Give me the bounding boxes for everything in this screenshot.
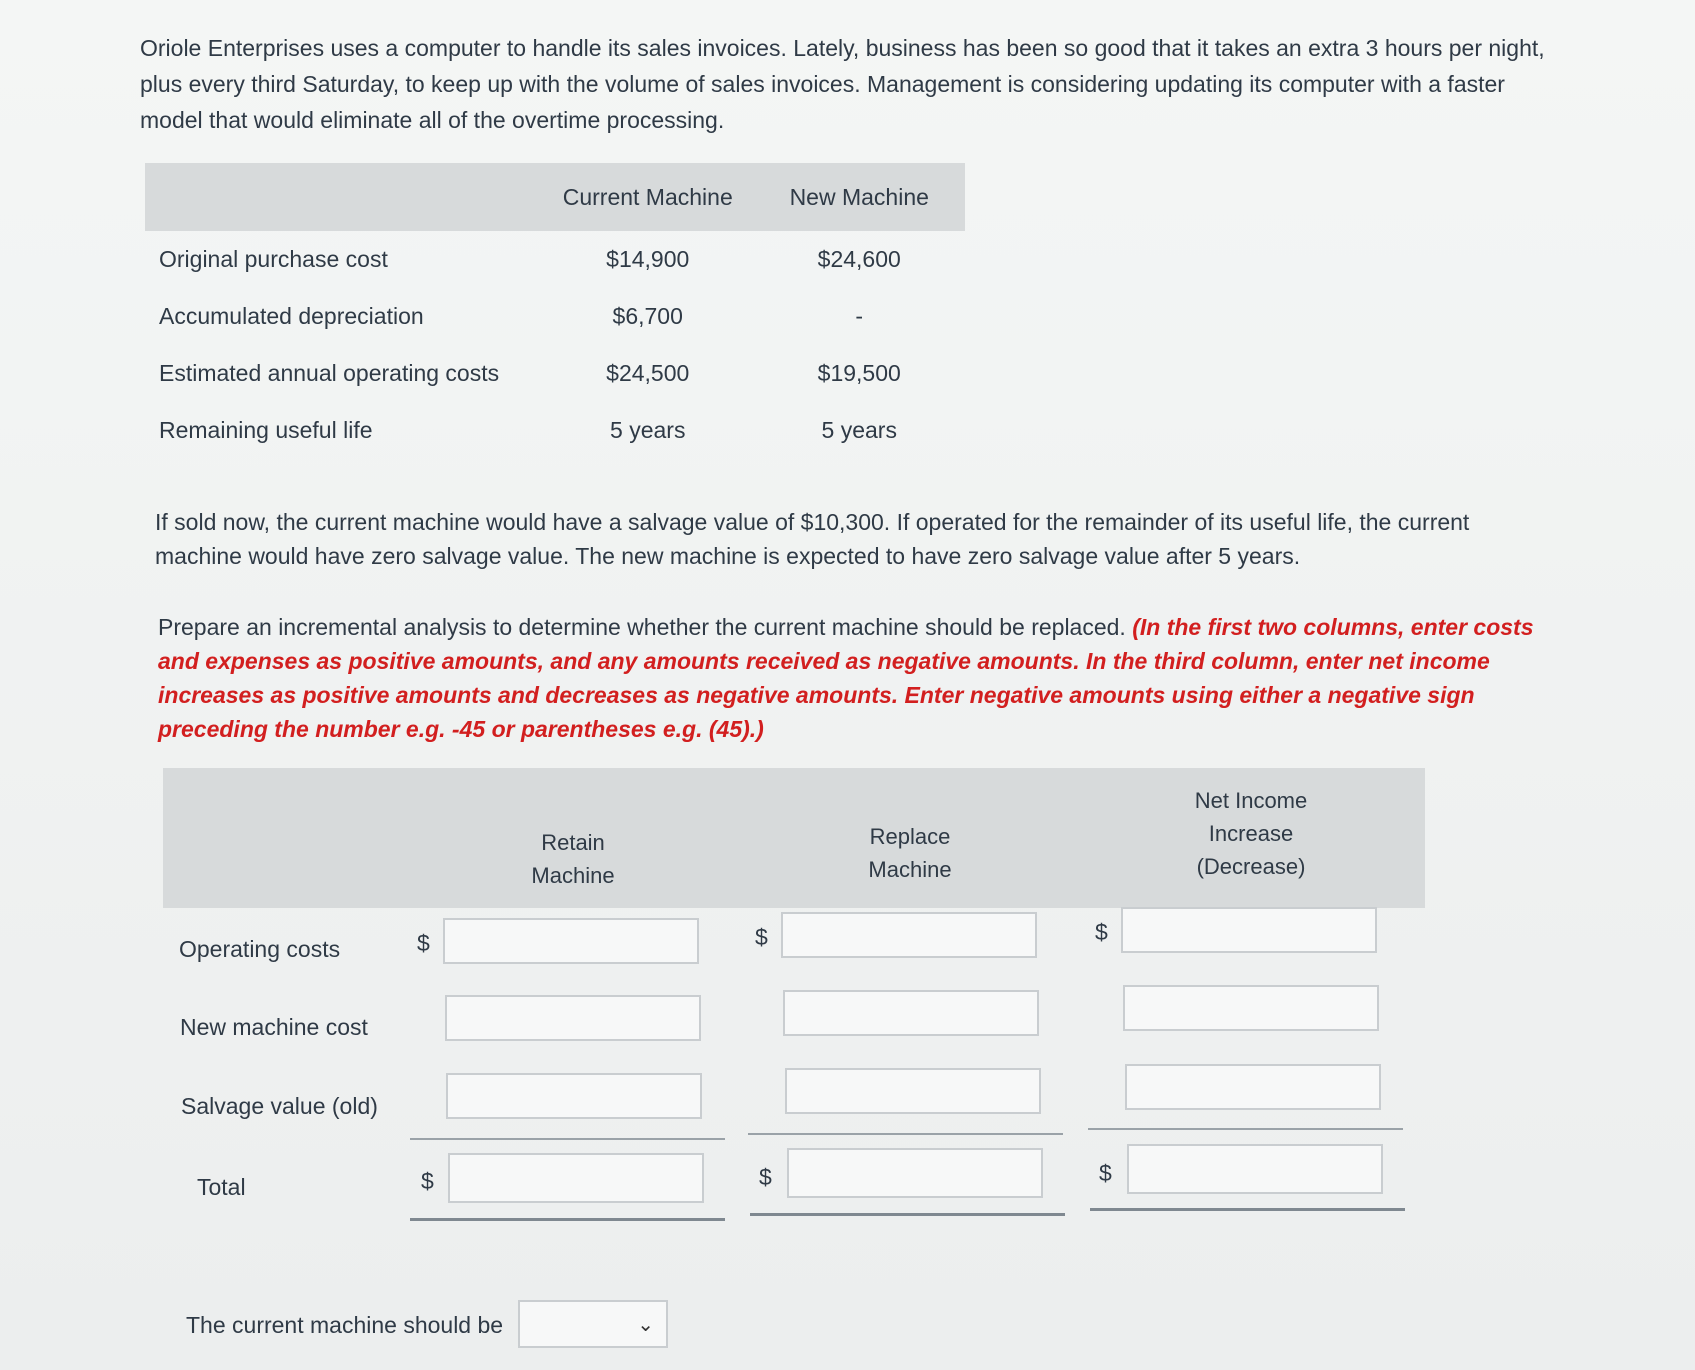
- col-header-replace: [830, 820, 990, 886]
- currency-symbol: $: [421, 1168, 434, 1194]
- salvage-text: If sold now, the current machine would have a salvage value of $10,300. If operated for the remainder of its useful life, the current machine would have zero salvage value. The new machine is expected to have zero salvage value after 5 years.: [155, 509, 1470, 569]
- info-current-value: $24,500: [606, 360, 690, 386]
- decision-dropdown[interactable]: [518, 1300, 668, 1348]
- total-retain-input[interactable]: [448, 1153, 704, 1203]
- currency-symbol: $: [1099, 1160, 1112, 1186]
- currency-symbol: $: [1095, 919, 1108, 945]
- subtotal-line: [410, 1138, 725, 1140]
- currency-symbol: $: [759, 1164, 772, 1190]
- operating-costs-retain-input[interactable]: [443, 918, 699, 964]
- col-header-net-line3: (Decrease): [1196, 854, 1306, 879]
- machine-info-table: [145, 163, 965, 459]
- col-header-retain-line1: Retain: [541, 830, 605, 855]
- salvage-value-retain-input[interactable]: [446, 1073, 702, 1119]
- col-header-retain: [493, 826, 653, 892]
- info-row: [145, 288, 965, 345]
- new-machine-cost-replace-input[interactable]: [783, 990, 1039, 1036]
- info-current-value: $6,700: [612, 303, 683, 329]
- problem-intro: Oriole Enterprises uses a computer to handle its sales invoices. Lately, business has been so good that it takes an extra 3 hours per night, plus every third Saturday, to keep up with the volume of sales invoices. Management is considering updating its computer with a faster model that would eliminate all of the overtime processing.: [140, 35, 1545, 133]
- info-label: Estimated annual operating costs: [159, 360, 500, 386]
- info-header-current: Current Machine: [542, 163, 754, 231]
- total-net-input[interactable]: [1127, 1144, 1383, 1194]
- info-new-value: -: [855, 303, 864, 329]
- info-header-new: New Machine: [753, 163, 965, 231]
- col-header-retain-line2: Machine: [531, 863, 615, 888]
- incremental-analysis-table: [163, 768, 1425, 1313]
- info-current-value: $14,900: [606, 246, 690, 272]
- total-line: [1090, 1208, 1405, 1211]
- currency-symbol: $: [417, 930, 430, 956]
- info-new-value: 5 years: [821, 417, 897, 443]
- info-row: [145, 402, 965, 459]
- col-header-replace-line1: Replace: [869, 824, 951, 849]
- info-label: Remaining useful life: [159, 417, 373, 443]
- instructions: [158, 610, 1548, 746]
- info-label: Accumulated depreciation: [159, 303, 424, 329]
- instruction-red: (In the first two columns, enter costs and expenses as positive amounts, and any amounts received as negative amounts. In the third column, enter net income increases as positive amounts and decreases as negative amounts. Enter negative amounts using either a negative sign preceding the number e.g. -45 or parentheses e.g. (45).): [158, 614, 1534, 742]
- info-row: [145, 231, 965, 288]
- chevron-down-icon: ⌄: [637, 1314, 654, 1336]
- new-machine-cost-retain-input[interactable]: [445, 995, 701, 1041]
- col-header-replace-line2: Machine: [868, 857, 952, 882]
- row-label-total: Total: [197, 1174, 246, 1200]
- info-label: Original purchase cost: [159, 246, 388, 272]
- instruction-plain: Prepare an incremental analysis to determine whether the current machine should be replaced.: [158, 614, 1133, 640]
- total-replace-input[interactable]: [787, 1148, 1043, 1198]
- info-new-value: $19,500: [817, 360, 901, 386]
- decision-label: The current machine should be: [186, 1312, 504, 1338]
- info-current-value: 5 years: [610, 417, 686, 443]
- total-line: [410, 1218, 725, 1221]
- salvage-value-net-input[interactable]: [1125, 1064, 1381, 1110]
- col-header-net-line1: Net Income: [1194, 788, 1308, 813]
- info-row: [145, 345, 965, 402]
- currency-symbol: $: [755, 924, 768, 950]
- info-new-value: $24,600: [817, 246, 901, 272]
- salvage-value-replace-input[interactable]: [785, 1068, 1041, 1114]
- new-machine-cost-net-input[interactable]: [1123, 985, 1379, 1031]
- row-label-operating-costs: Operating costs: [179, 936, 341, 962]
- operating-costs-net-input[interactable]: [1121, 907, 1377, 953]
- col-header-net: [1151, 784, 1351, 883]
- subtotal-line: [1088, 1128, 1403, 1130]
- info-header-blank: [145, 163, 542, 231]
- total-line: [750, 1213, 1065, 1216]
- operating-costs-replace-input[interactable]: [781, 912, 1037, 958]
- subtotal-line: [748, 1133, 1063, 1135]
- row-label-salvage-value: Salvage value (old): [181, 1093, 378, 1119]
- col-header-net-line2: Increase: [1208, 821, 1294, 846]
- row-label-new-machine-cost: New machine cost: [180, 1014, 368, 1040]
